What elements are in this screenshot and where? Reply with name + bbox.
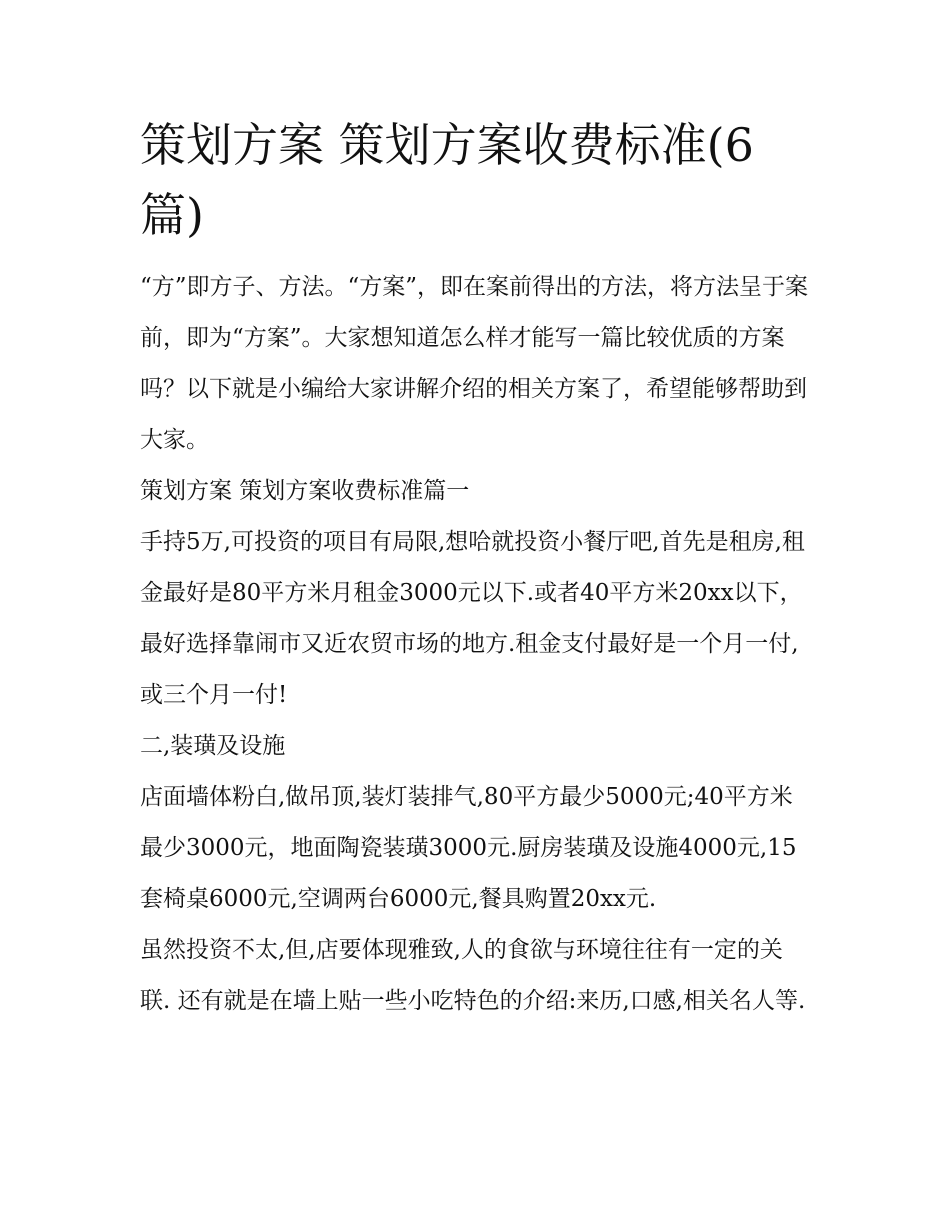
document-page (140, 110, 812, 1027)
intro-paragraph: “方”即方子、方法。“方案”，即在案前得出的方法，将方法呈于案前，即为“方案”。大家想知道怎么样才能写一篇比较优质的方案吗？以下就是小编给大家讲解介绍的相关方案了，希望能够帮助到大家。 (140, 274, 809, 453)
body-paragraph-rent: 手持5万,可投资的项目有局限,想哈就投资小餐厅吧,首先是租房,租金最好是80平方米月租金3000元以下.或者40平方米20xx以下，最好选择靠闹市又近农贸市场的地方.租金支付最好是一个月一付,或三个月一付! (140, 529, 805, 708)
body-paragraph-decoration: 店面墙体粉白,做吊顶,装灯装排气,80平方最少5000元;40平方米最少3000元，地面陶瓷装璜3000元.厨房装璜及设施4000元,15套椅桌6000元,空调两台6000元,餐具购置20xx元. (140, 784, 797, 912)
document-title: 策划方案 策划方案收费标准(6篇) (140, 118, 754, 242)
body-heading-decoration: 二,装璜及设施 (140, 733, 286, 759)
section-heading: 策划方案 策划方案收费标准篇一 (140, 478, 470, 504)
body-paragraph-ambience: 虽然投资不太,但,店要体现雅致,人的食欲与环境往往有一定的关联. 还有就是在墙上贴一些小吃特色的介绍:来历,口感,相关名人等. (140, 937, 806, 1014)
